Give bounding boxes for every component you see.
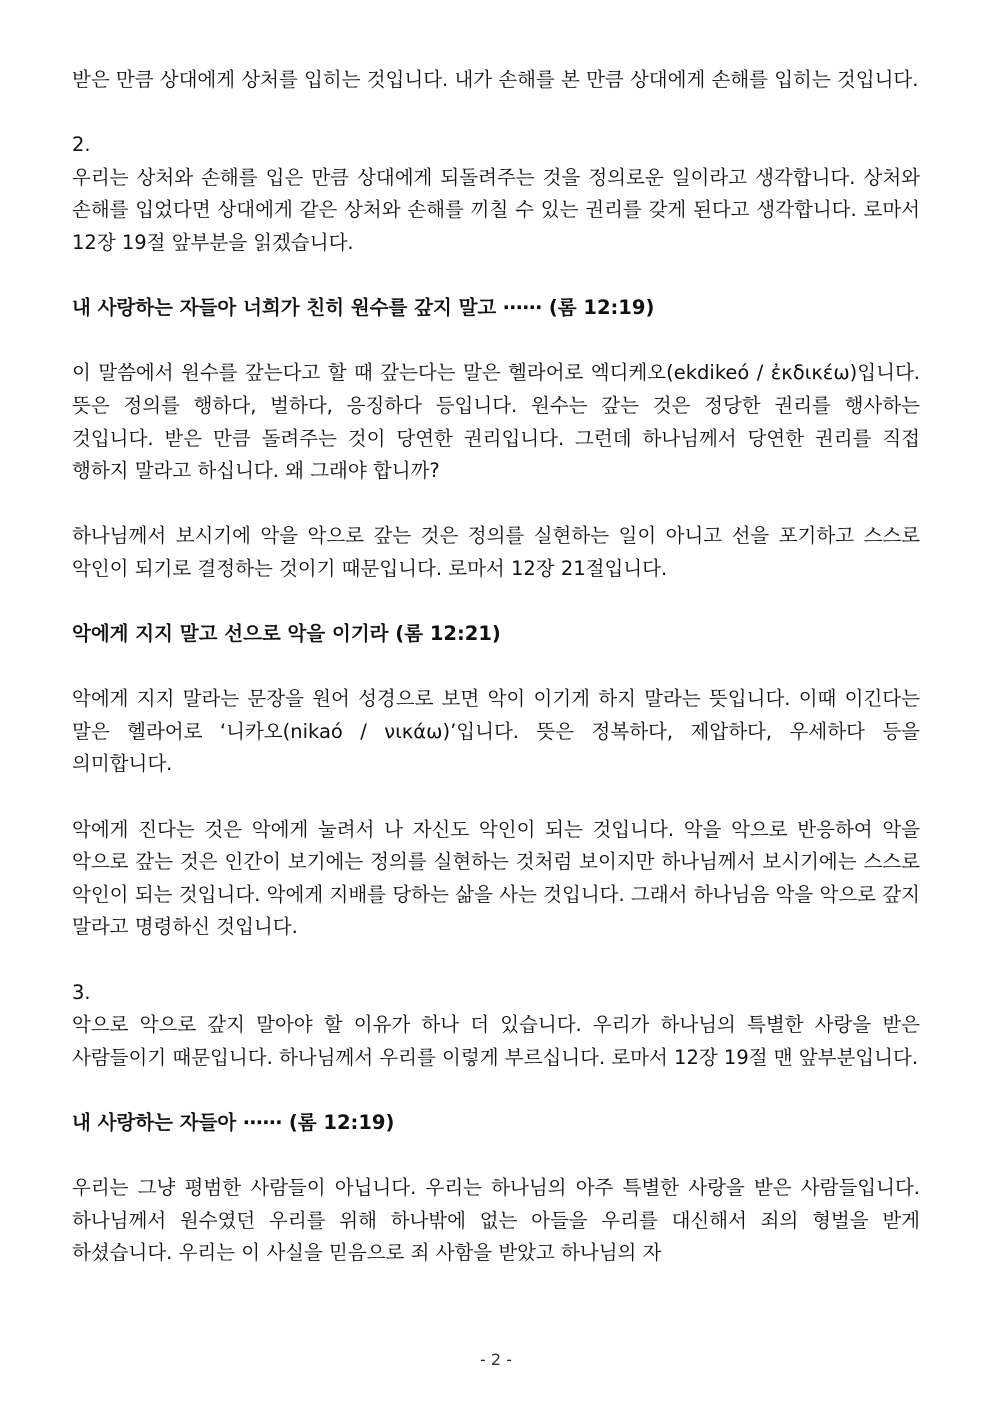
section-number-3: 3. [72,980,91,1004]
paragraph-ekdikeo: 이 말씀에서 원수를 갚는다고 할 때 갚는다는 말은 헬라어로 엑디케오(ekdikeó / ἐκδικέω)입니다. 뜻은 정의를 행하다, 벌하다, 응징하다 등입니다. 원수는 갚는 것은 정당한 권리를 행사하는 것입니다. 받은 만큼 돌려주는 것이 당연한 권리입니다. 그런데 하나님께서 당연한 권리를 직접 행하지 말라고 하십니다. 왜 그래야 합니까? [72,361,920,483]
spacer [72,651,920,684]
spacer [72,1074,920,1107]
spacer [72,586,920,619]
scripture-verse-romans-12-19-beloved: 내 사랑하는 자들아 ⋯⋯ (롬 12:19) [72,1111,395,1134]
spacer [72,97,920,130]
scripture-verse-romans-12-21: 악에게 지지 말고 선으로 악을 이기라 (롬 12:21) [72,622,501,646]
spacer [72,325,920,358]
paragraph-nikao: 악에게 지지 말라는 문장을 원어 성경으로 보면 악이 이기게 하지 말라는 뜻입니다. 이때 이긴다는 말은 헬라어로 ‘니카오(nikaó / νικάω)’입니다. 뜻은 정복하다, 제압하다, 우세하다 등을 의미합니다. [72,687,920,776]
paragraph-evil-for-evil: 하나님께서 보시기에 악을 악으로 갚는 것은 정의를 실현하는 일이 아니고 선을 포기하고 스스로 악인이 되기로 결정하는 것이기 때문입니다. 로마서 12장 21절입니다. [72,524,920,580]
paragraph-special-love: 악으로 악으로 갚지 말아야 할 이유가 하나 더 있습니다. 우리가 하나님의 특별한 사랑을 받은 사람들이기 때문입니다. 하나님께서 우리를 이렇게 부르십니다. 로마서 12장 19절 맨 앞부분입니다. [72,1013,920,1069]
spacer [72,944,920,977]
spacer [72,781,920,814]
page-number: - 2 - [480,1350,512,1369]
spacer [72,260,920,293]
paragraph-continuation: 받은 만큼 상대에게 상처를 입히는 것입니다. 내가 손해를 본 만큼 상대에게 손해를 입히는 것입니다. [72,68,919,91]
section-number-2: 2. [72,133,91,157]
spacer [72,1140,920,1173]
spacer [72,488,920,521]
paragraph-not-ordinary: 우리는 그냥 평범한 사람들이 아닙니다. 우리는 하나님의 아주 특별한 사랑을 받은 사람들입니다. 하나님께서 원수였던 우리를 위해 하나밖에 없는 아들을 우리를 대신해서 죄의 형벌을 받게 하셨습니다. 우리는 이 사실을 믿음으로 죄 사함을 받았고 하나님의 자 [72,1176,920,1265]
paragraph-justice-retribution: 우리는 상처와 손해를 입은 만큼 상대에게 되돌려주는 것을 정의로운 일이라고 생각합니다. 상처와 손해를 입었다면 상대에게 같은 상처와 손해를 끼칠 수 있는 권리를 갖게 된다고 생각합니다. 로마서 12장 19절 앞부분을 읽겠습니다. [72,165,920,254]
paragraph-overcome-by-evil: 악에게 진다는 것은 악에게 눌려서 나 자신도 악인이 되는 것입니다. 악을 악으로 반응하여 악을 악으로 갚는 것은 인간이 보기에는 정의를 실현하는 것처럼 보이지만 하나님께서 보시기에는 스스로 악인이 되는 것입니다. 악에게 지배를 당하는 삶을 사는 것입니다. 그래서 하나님음 악을 악으로 갚지 말라고 명령하신 것입니다. [72,817,920,939]
scripture-verse-romans-12-19: 내 사랑하는 자들아 너희가 친히 원수를 갚지 말고 ⋯⋯ (롬 12:19) [72,296,655,320]
document-body [72,64,920,1270]
